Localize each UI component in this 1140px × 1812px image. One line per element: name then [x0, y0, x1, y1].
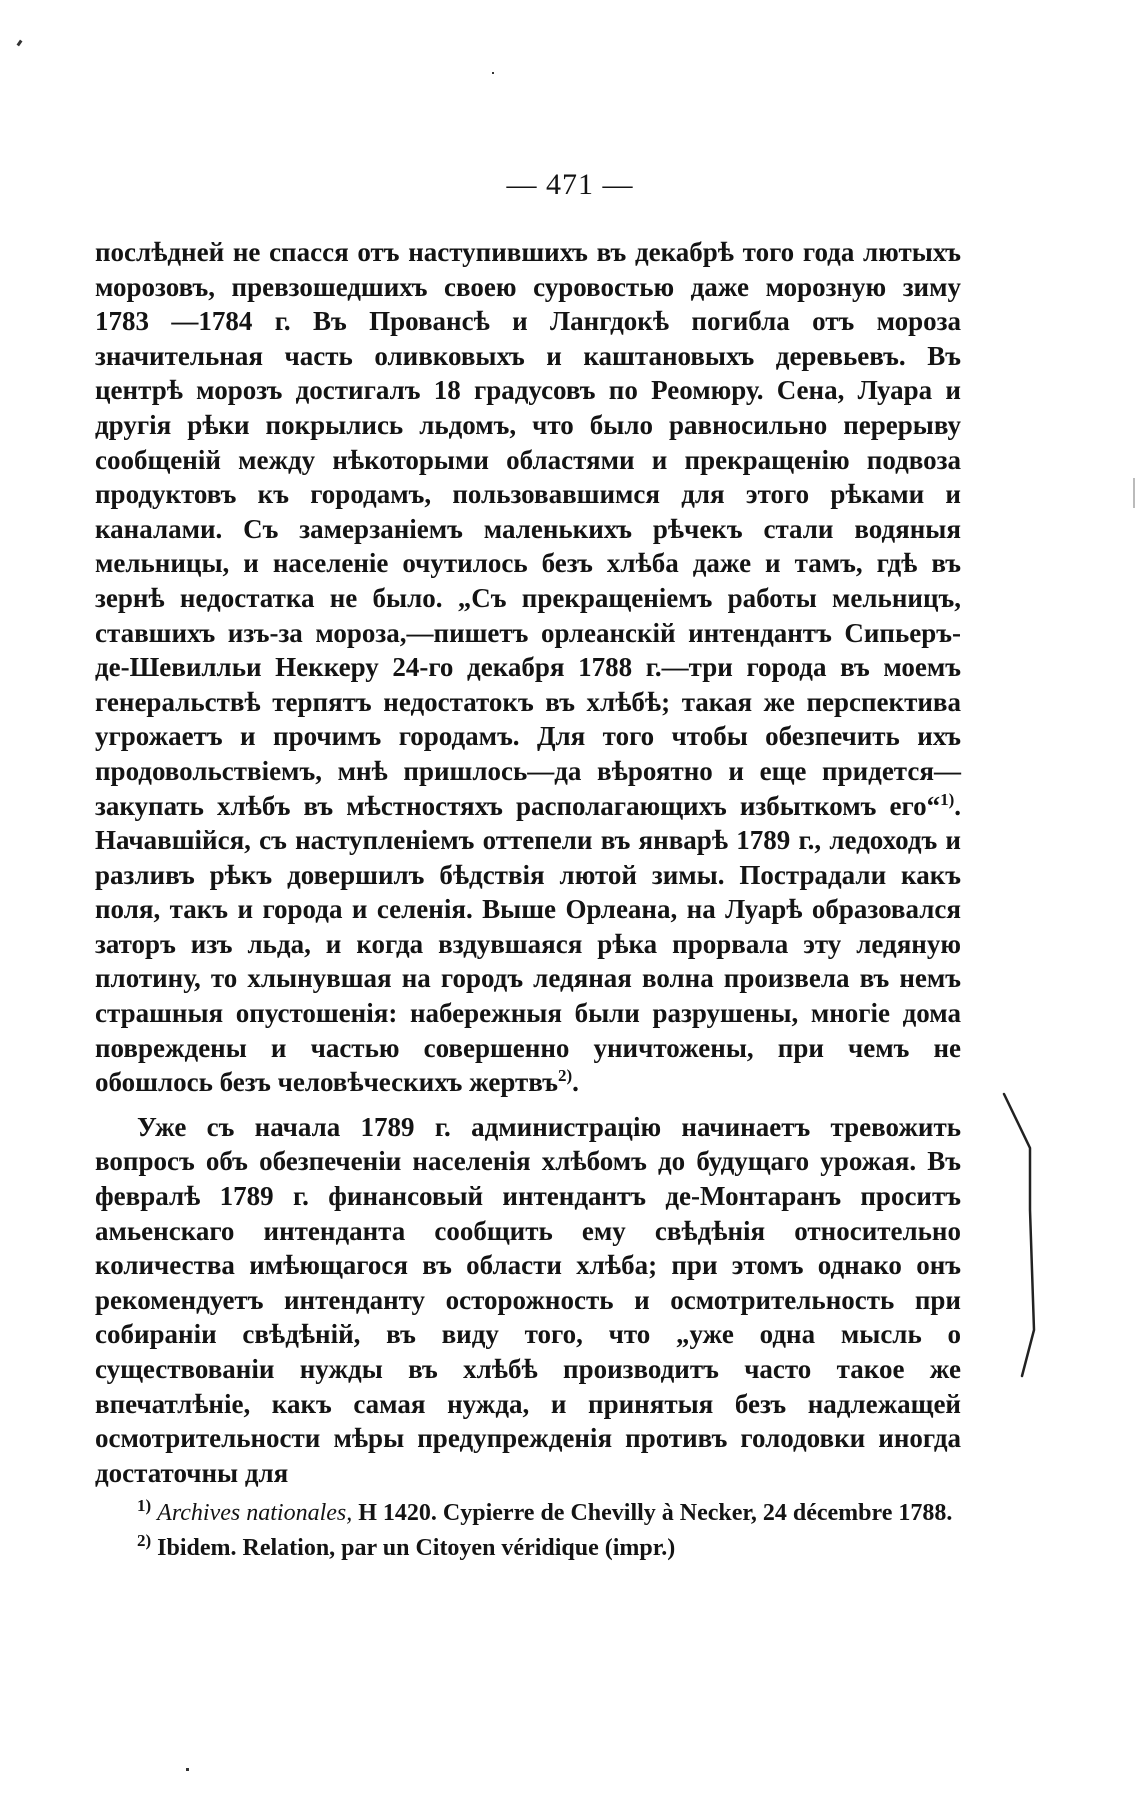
footnote-2-text: Ibidem. Relation, par un Citoyen véridique (impr.) — [151, 1535, 676, 1561]
footnote-ref-1[interactable]: 1) — [940, 789, 955, 809]
scan-speck — [492, 72, 494, 74]
footnote-2-marker: 2) — [137, 1531, 152, 1550]
paragraph-2-text: Уже съ начала 1789 г. администрацію начинаетъ тревожить вопросъ объ обезпеченіи населенія хлѣбомъ до будущаго урожая. Въ февралѣ 1789 г. финансовый интендантъ де-Монтаранъ проситъ амьенскаго интенданта сообщить ему свѣдѣнія относительно количества имѣющагося въ области хлѣба; при этомъ однако онъ рекомендуетъ интенданту осторожность и осмотрительность при собираніи свѣдѣній, въ виду того, что „уже одна мысль о существованіи нужды въ хлѣбѣ производитъ часто такое же впечатлѣніе, какъ самая нужда, и принятыя безъ надлежащей осмотрительности мѣры предупрежденія противъ голодовки иногда достаточны для — [95, 1111, 961, 1488]
footnote-1-marker: 1) — [137, 1496, 152, 1515]
footnote-1-text: H 1420. Cypierre de Chevilly à Necker, 24 décembre 1788. — [352, 1500, 953, 1526]
scan-speck — [186, 1768, 189, 1771]
paragraph-1-text-continued: . Начавшійся, съ наступленіемъ оттепели въ январѣ 1789 г., ледоходъ и разливъ рѣкъ довершилъ бѣдствія лютой зимы. Пострадали какъ поля, такъ и города и селенія. Выше Орлеана, на Луарѣ образовался заторъ изъ льда, и когда вздувшаяся рѣка прорвала эту ледяную плотину, то хлынувшая на городъ ледяная волна произвела въ немъ страшныя опустошенія: набережныя были разрушены, многіе дома повреждены и частью совершенно уничтожены, при чемъ не обошлось безъ человѣческихъ жертвъ — [95, 790, 961, 1098]
paragraph-2 — [95, 1110, 961, 1491]
page-number: — 471 — — [506, 168, 634, 201]
footnote-1-source: Archives nationales, — [157, 1500, 353, 1526]
footnote-1 — [95, 1498, 961, 1529]
scan-speck — [17, 40, 23, 47]
paragraph-1-end: . — [572, 1067, 579, 1098]
margin-bracket-mark — [1000, 1090, 1040, 1380]
paragraph-1-text: послѣдней не спасся отъ наступившихъ въ декабрѣ того года лютыхъ морозовъ, превзошедшихъ своею суровостью даже морозную зиму 1783 —1784 г. Въ Провансѣ и Лангдокѣ погибла отъ мороза значительная часть оливковыхъ и каштановыхъ деревьевъ. Въ центрѣ морозъ достигалъ 18 градусовъ по Реомюру. Сена, Луара и другія рѣки покрылись льдомъ, что было равносильно перерыву сообщеній между нѣкоторыми областями и прекращенію подвоза продуктовъ къ городамъ, пользовавшимся для этого рѣками и каналами. Съ замерзаніемъ маленькихъ рѣчекъ стали водяныя мельницы, и населеніе очутилось безъ хлѣба даже и тамъ, гдѣ въ зернѣ недостатка не было. „Съ прекращеніемъ работы мельницъ, ставшихъ изъ-за мороза,—пишетъ орлеанскій интендантъ Сипьеръ-де-Шевилльи Неккеру 24-го декабря 1788 г.—три города въ моемъ генеральствѣ терпятъ недостатокъ въ хлѣбѣ; такая же перспектива угрожаетъ и прочимъ городамъ. Для того чтобы обезпечить ихъ продовольствіемъ, мнѣ пришлось—да вѣроятно и еще придется—закупать хлѣбъ въ мѣстностяхъ располагающихъ избыткомъ его“ — [95, 237, 961, 821]
main-text — [95, 235, 961, 1490]
footnote-ref-2[interactable]: 2) — [557, 1066, 573, 1086]
footnote-2 — [95, 1533, 961, 1564]
footnotes — [95, 1498, 961, 1564]
scan-speck — [1133, 478, 1135, 508]
paragraph-1 — [95, 235, 961, 1100]
